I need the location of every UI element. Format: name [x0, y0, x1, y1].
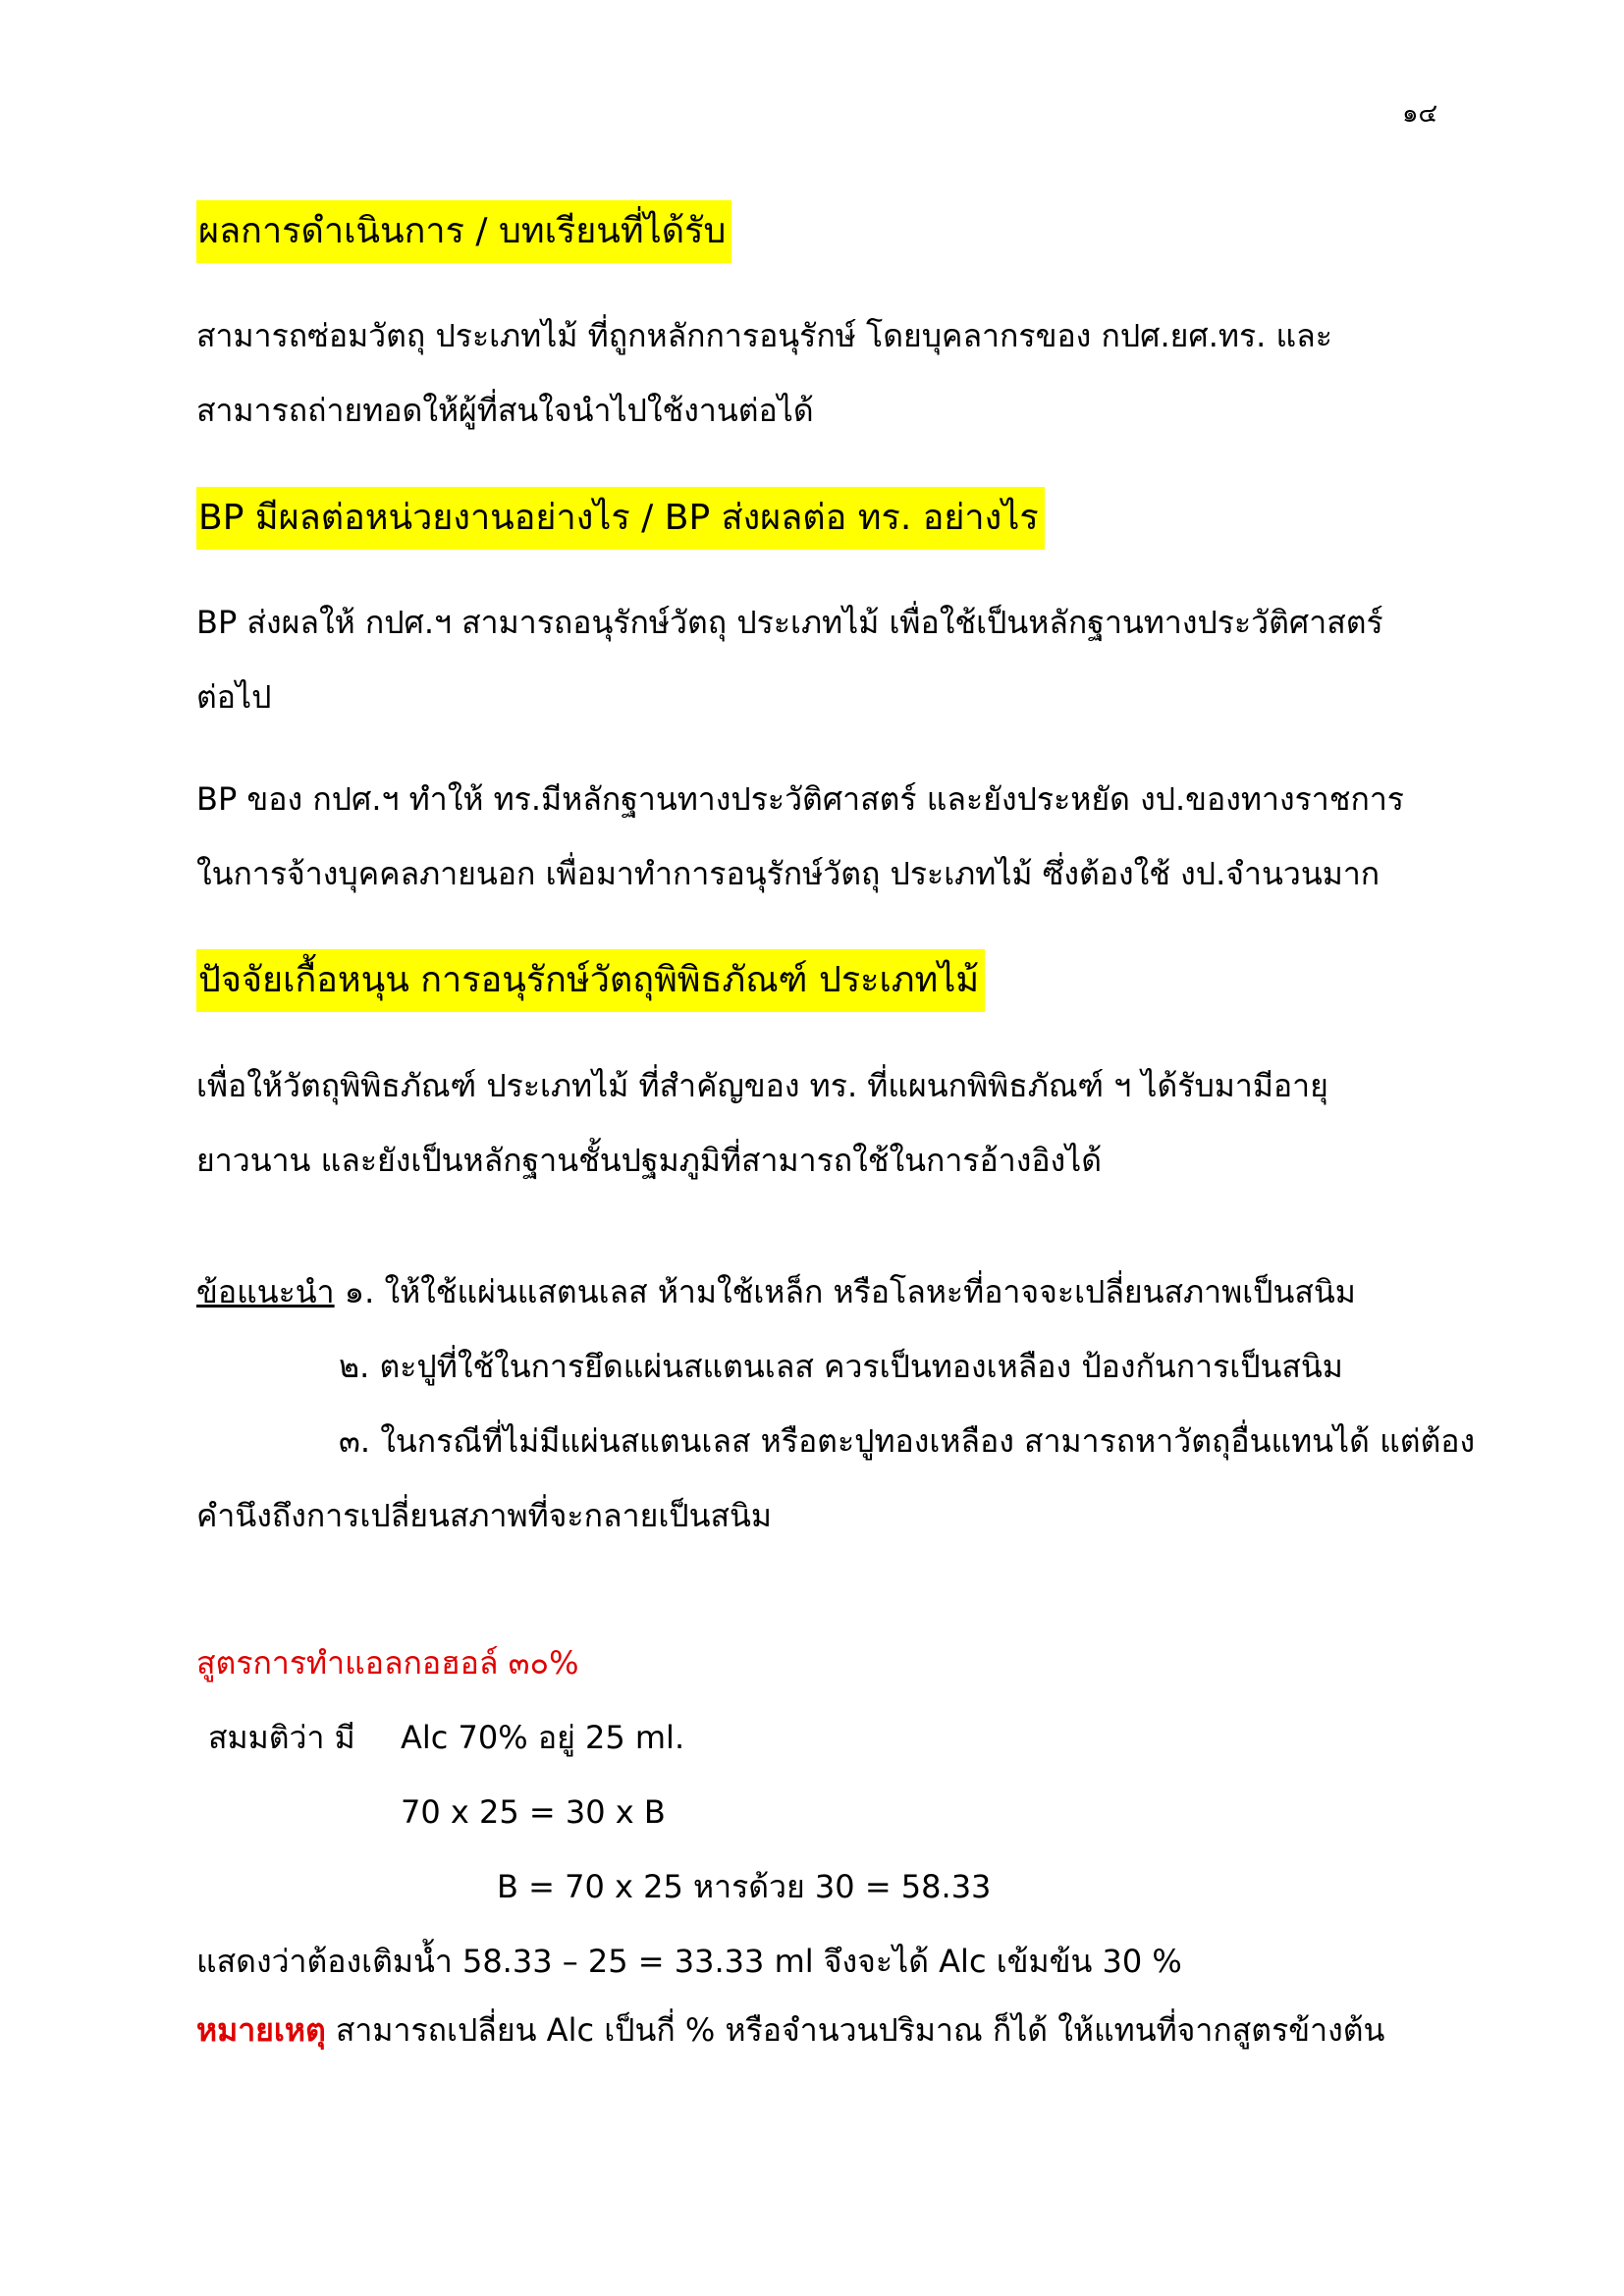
formula-note — [196, 2006, 1384, 2054]
section-heading-results: ผลการดำเนินการ / บทเรียนที่ได้รับ — [196, 200, 731, 263]
advice-label: ข้อแนะนำ — [196, 1273, 335, 1310]
section3-line-1: เพื่อให้วัตถุพิพิธภัณฑ์ ประเภทไม้ ที่สำคัญของ ทร. ที่แผนกพิพิธภัณฑ์ ฯ ได้รับมามีอายุ — [196, 1067, 1328, 1104]
advice-item-2: ๒. ตะปูที่ใช้ในการยึดแผ่นสแตนเลส ควรเป็นทองเหลือง ป้องกันการเป็นสนิม — [339, 1348, 1343, 1385]
advice-item-1: ๑. ให้ใช้แผ่นแสตนเลส ห้ามใช้เหล็ก หรือโลหะที่อาจจะเปลี่ยนสภาพเป็นสนิม — [344, 1273, 1356, 1310]
formula-title: สูตรการทำแอลกอฮอล์ ๓๐% — [196, 1644, 579, 1682]
section2-para2-line-2: ในการจ้างบุคคลภายนอก เพื่อมาทำการอนุรักษ์วัตถุ ประเภทไม้ ซึ่งต้องใช้ งป.จำนวนมาก — [196, 855, 1380, 892]
section2-para1-line-2: ต่อไป — [196, 678, 272, 716]
advice-line-1 — [196, 1268, 1356, 1315]
page-number: ๑๔ — [1402, 99, 1438, 129]
advice-item-3: ๓. ในกรณีที่ไม่มีแผ่นสแตนเลส หรือตะปูทองเหลือง สามารถหาวัตถุอื่นแทนได้ แต่ต้อง — [339, 1422, 1476, 1460]
advice-item-3-continuation: คำนึงถึงการเปลี่ยนสภาพที่จะกลายเป็นสนิม — [196, 1497, 772, 1534]
section1-line-1: สามารถซ่อมวัตถุ ประเภทไม้ ที่ถูกหลักการอนุรักษ์ โดยบุคลากรของ กปศ.ยศ.ทร. และ — [196, 317, 1332, 354]
formula-result: แสดงว่าต้องเติมน้ำ 58.33 – 25 = 33.33 ml จึงจะได้ Alc เข้มข้น 30 % — [196, 1943, 1182, 1980]
formula-assume-label: สมมติว่า มี — [208, 1719, 355, 1756]
section2-para2-line-1: BP ของ กปศ.ฯ ทำให้ ทร.มีหลักฐานทางประวัติศาสตร์ และยังประหยัด งป.ของทางราชการ — [196, 780, 1404, 818]
section-heading-supporting-factors: ปัจจัยเกื้อหนุน การอนุรักษ์วัตถุพิพิธภัณฑ์ ประเภทไม้ — [196, 949, 985, 1012]
section2-para1-line-1: BP ส่งผลให้ กปศ.ฯ สามารถอนุรักษ์วัตถุ ประเภทไม้ เพื่อใช้เป็นหลักฐานทางประวัติศาสตร์ — [196, 604, 1383, 641]
section3-line-2: ยาวนาน และยังเป็นหลักฐานชั้นปฐมภูมิที่สามารถใช้ในการอ้างอิงได้ — [196, 1142, 1103, 1179]
note-text: สามารถเปลี่ยน Alc เป็นกี่ % หรือจำนวนปริมาณ ก็ได้ ให้แทนที่จากสูตรข้างต้น — [335, 2011, 1385, 2049]
section-heading-bp-effect: BP มีผลต่อหน่วยงานอย่างไร / BP ส่งผลต่อ ทร. อย่างไร — [196, 487, 1045, 550]
formula-equation-2: B = 70 x 25 หารด้วย 30 = 58.33 — [497, 1868, 992, 1905]
formula-equation-1: 70 x 25 = 30 x B — [401, 1793, 666, 1831]
note-label: หมายเหตุ — [196, 2011, 326, 2049]
formula-assume-value: Alc 70% อยู่ 25 ml. — [401, 1719, 685, 1756]
section1-line-2: สามารถถ่ายทอดให้ผู้ที่สนใจนำไปใช้งานต่อได้ — [196, 392, 814, 429]
